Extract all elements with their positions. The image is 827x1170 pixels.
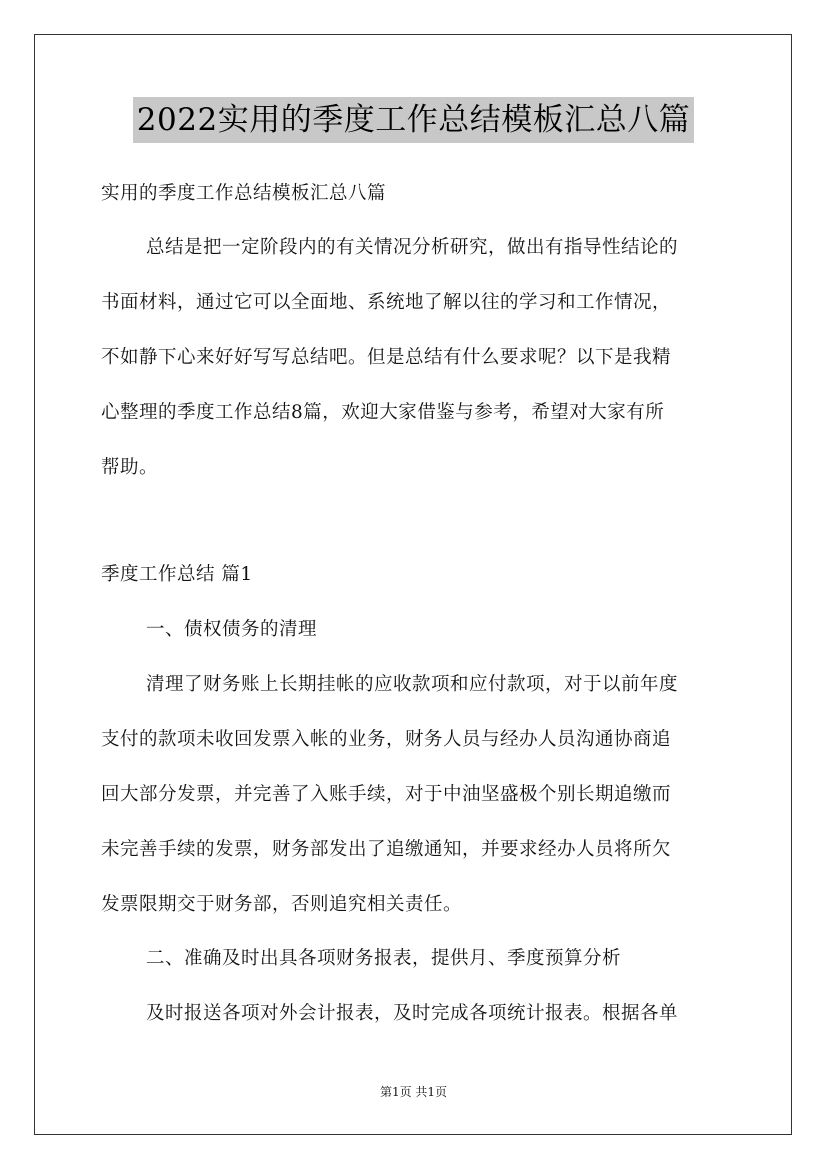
- intro-line: 不如静下心来好好写写总结吧。但是总结有什么要求呢？以下是我精: [101, 347, 672, 368]
- item2-line: 及时报送各项对外会计报表，及时完成各项统计报表。根据各单: [146, 1003, 679, 1024]
- item2-heading: 二、准确及时出具各项财务报表，提供月、季度预算分析: [146, 948, 622, 969]
- item1-heading: 一、债权债务的清理: [146, 619, 318, 640]
- title-container: [0, 97, 827, 143]
- intro-line: 总结是把一定阶段内的有关情况分析研究，做出有指导性结论的: [146, 237, 679, 258]
- item1-line: 支付的款项未收回发票入帐的业务，财务人员与经办人员沟通协商追: [101, 729, 672, 750]
- item1-line: 回大部分发票，并完善了入账手续，对于中油坚盛极个别长期追缴而: [101, 784, 672, 805]
- intro-line: 帮助。: [101, 457, 159, 478]
- item1-line: 未完善手续的发票，财务部发出了追缴通知，并要求经办人员将所欠: [101, 839, 672, 860]
- page-footer: 第1页 共1页: [379, 1085, 448, 1099]
- document-subtitle: 实用的季度工作总结模板汇总八篇: [101, 183, 387, 204]
- item1-line: 发票限期交于财务部，否则追究相关责任。: [101, 894, 463, 915]
- document-title: 2022实用的季度工作总结模板汇总八篇: [133, 97, 694, 143]
- intro-line: 书面材料，通过它可以全面地、系统地了解以往的学习和工作情况，: [101, 292, 672, 313]
- item1-line: 清理了财务账上长期挂帐的应收款项和应付款项，对于以前年度: [146, 674, 679, 695]
- section-heading: 季度工作总结 篇1: [101, 564, 253, 585]
- intro-line: 心整理的季度工作总结8篇，欢迎大家借鉴与参考，希望对大家有所: [101, 402, 665, 423]
